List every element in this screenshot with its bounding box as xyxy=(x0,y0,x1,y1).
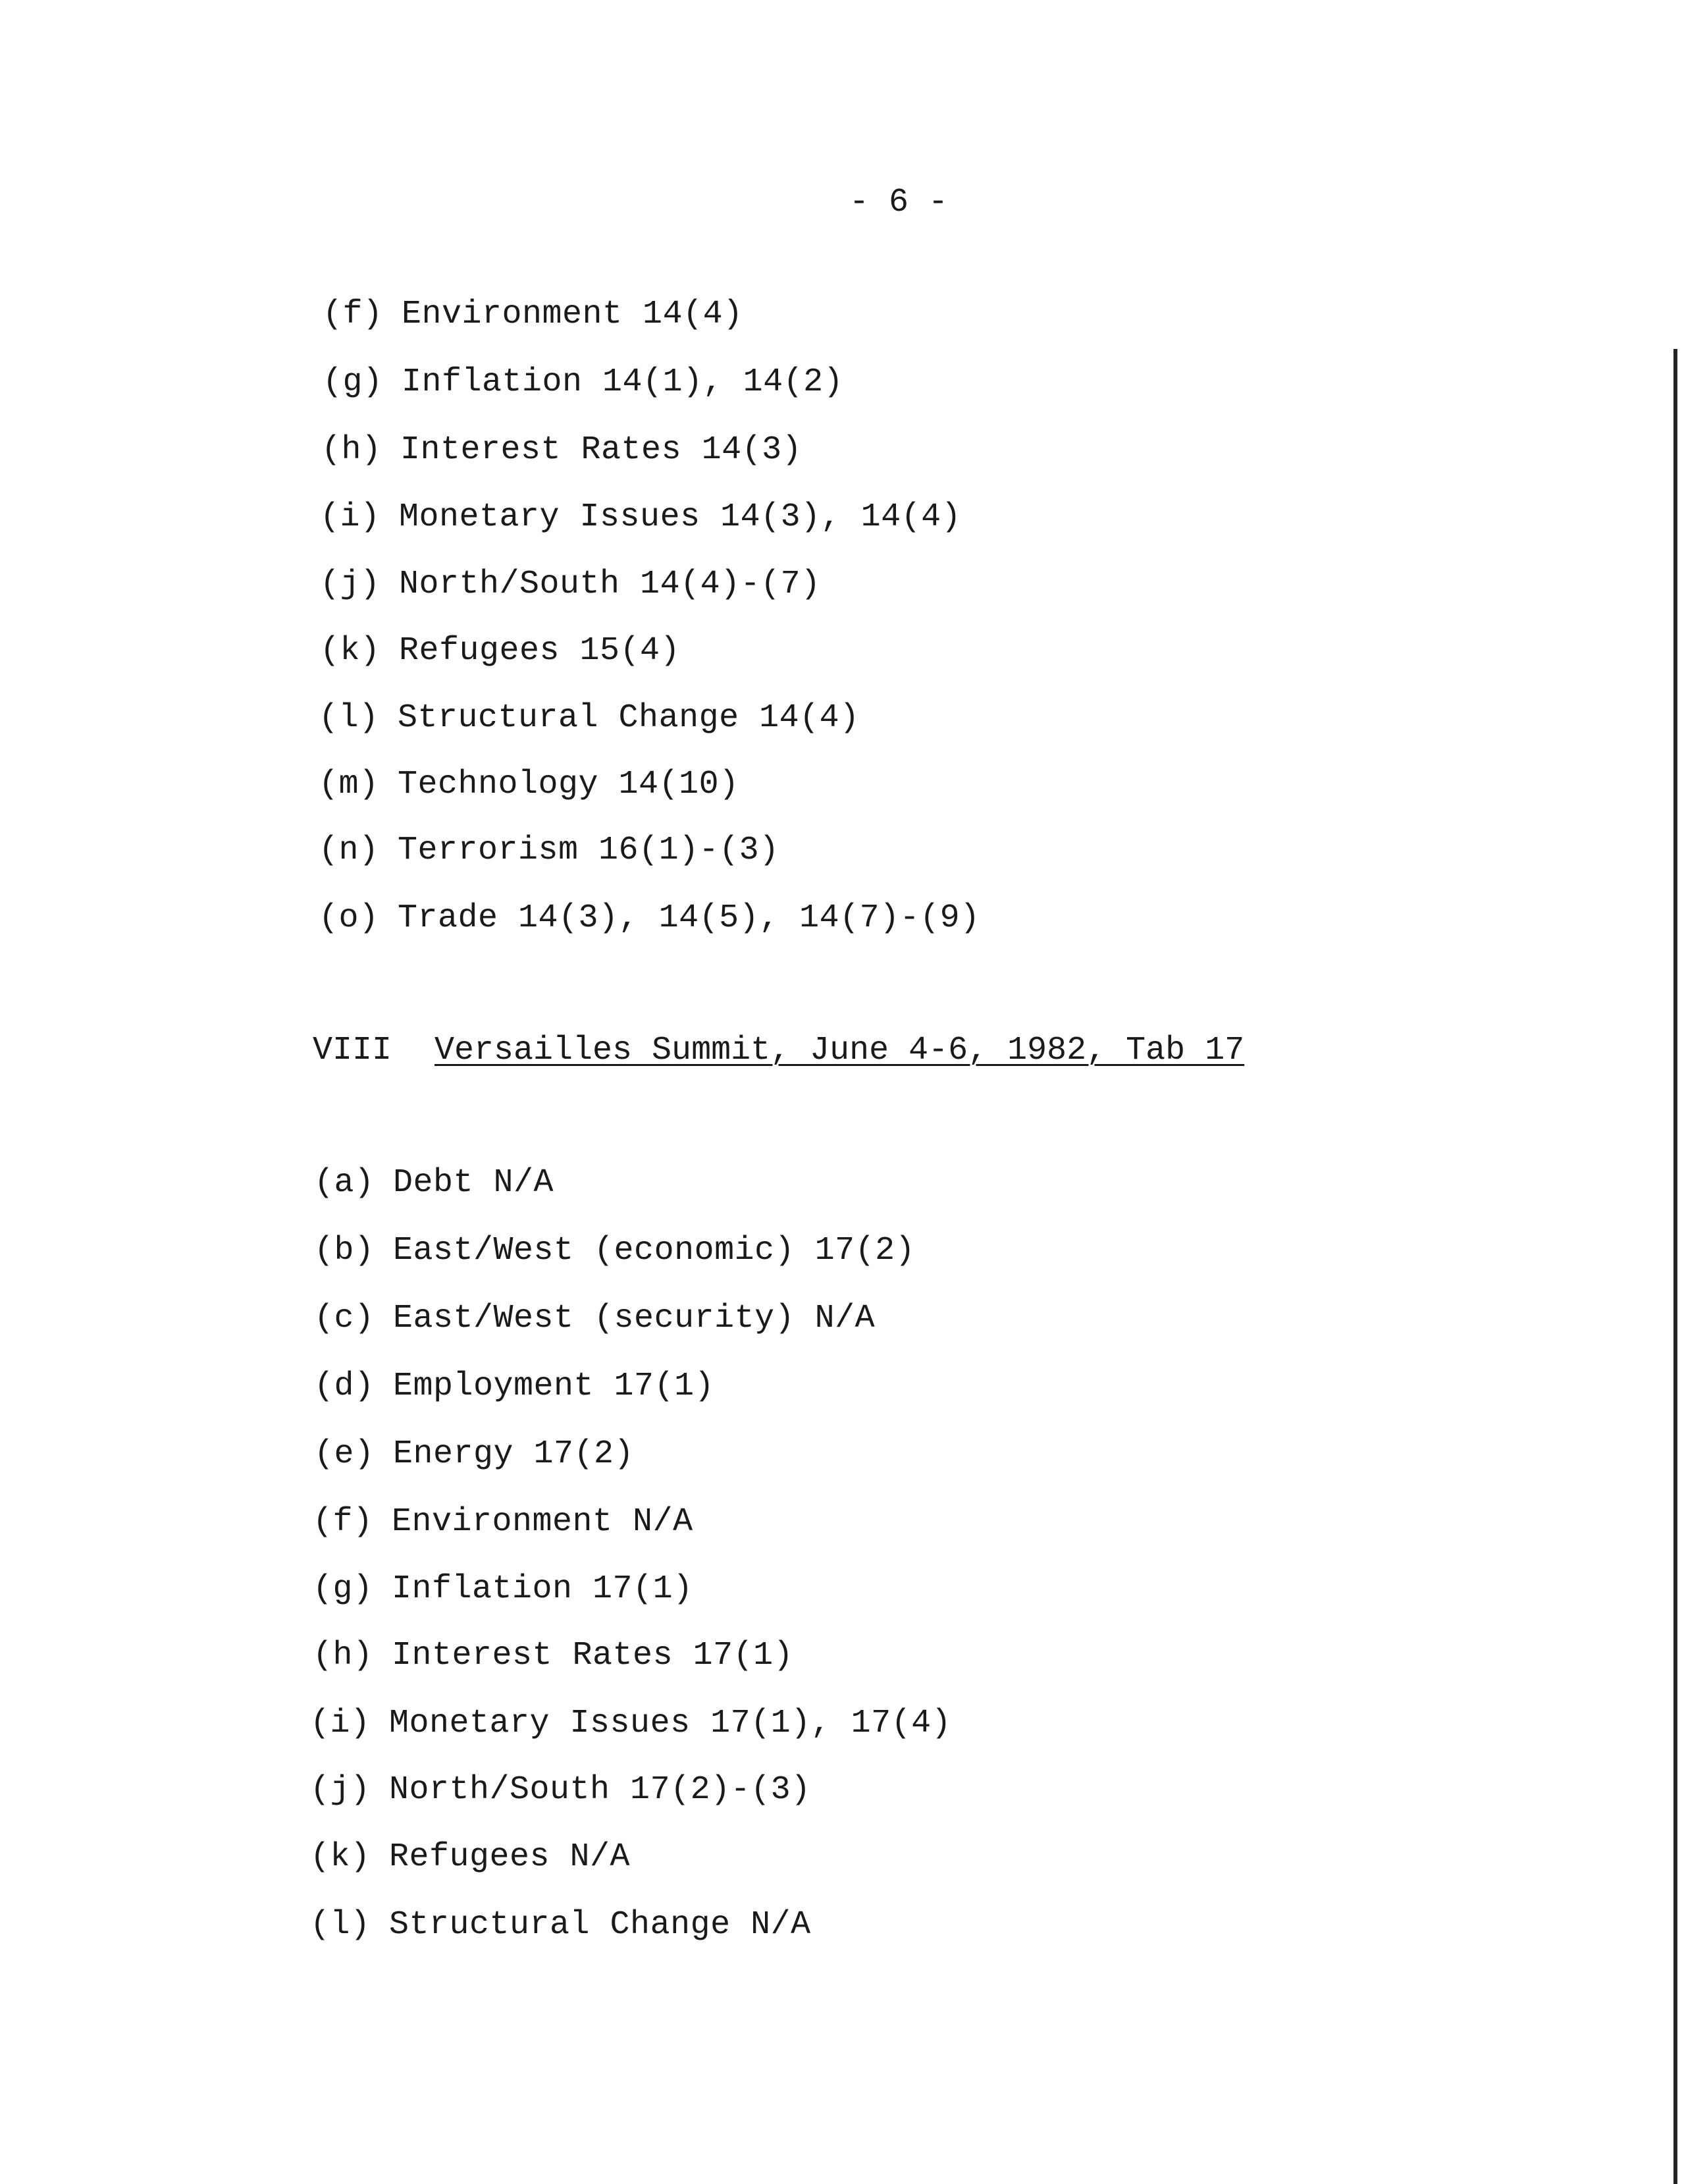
item-marker: (h) xyxy=(321,431,382,469)
item-text: Trade 14(3), 14(5), 14(7)-(9) xyxy=(398,899,980,937)
section-title: Versailles Summit, June 4-6, 1982, Tab 17 xyxy=(434,1032,1245,1069)
list-item xyxy=(319,899,980,938)
item-text: Environment 14(4) xyxy=(402,296,743,333)
list-item xyxy=(313,1636,793,1676)
item-marker: (c) xyxy=(314,1300,375,1337)
item-text: North/South 14(4)-(7) xyxy=(399,566,821,603)
list-item xyxy=(310,1704,951,1744)
item-marker: (o) xyxy=(319,899,379,937)
item-text: Interest Rates 14(3) xyxy=(400,431,803,469)
list-item xyxy=(320,631,680,671)
item-marker: (n) xyxy=(319,832,379,869)
item-text: East/West (economic) 17(2) xyxy=(393,1232,916,1269)
item-text: Employment 17(1) xyxy=(393,1368,715,1405)
item-text: Energy 17(2) xyxy=(393,1435,635,1473)
item-marker: (g) xyxy=(323,363,383,401)
item-text: Monetary Issues 17(1), 17(4) xyxy=(389,1705,952,1742)
item-text: Terrorism 16(1)-(3) xyxy=(398,832,779,869)
item-text: Refugees 15(4) xyxy=(399,632,681,670)
item-text: Debt N/A xyxy=(393,1164,554,1202)
list-item xyxy=(313,1570,693,1609)
list-item xyxy=(319,699,860,738)
item-text: Inflation 14(1), 14(2) xyxy=(402,363,844,401)
list-item xyxy=(323,295,743,334)
list-item xyxy=(314,1299,875,1339)
item-marker: (h) xyxy=(313,1637,373,1674)
list-item xyxy=(310,1838,630,1877)
item-text: Environment N/A xyxy=(392,1503,693,1541)
list-item xyxy=(321,431,802,470)
list-item xyxy=(313,1503,693,1542)
item-text: Interest Rates 17(1) xyxy=(392,1637,794,1674)
item-marker: (k) xyxy=(310,1838,371,1876)
item-marker: (l) xyxy=(319,699,379,737)
list-item xyxy=(314,1231,915,1271)
item-text: Monetary Issues 14(3), 14(4) xyxy=(399,498,962,536)
item-marker: (g) xyxy=(313,1570,373,1608)
item-marker: (f) xyxy=(323,296,383,333)
section-heading xyxy=(313,1031,1244,1071)
item-marker: (e) xyxy=(314,1435,375,1473)
item-text: North/South 17(2)-(3) xyxy=(389,1771,811,1809)
item-text: East/West (security) N/A xyxy=(393,1300,876,1337)
section-numeral: VIII xyxy=(313,1032,392,1069)
list-item xyxy=(323,363,843,402)
item-marker: (j) xyxy=(310,1771,371,1809)
item-marker: (k) xyxy=(320,632,381,670)
list-item xyxy=(310,1905,811,1945)
item-marker: (i) xyxy=(310,1705,371,1742)
item-marker: (m) xyxy=(319,766,379,803)
item-marker: (b) xyxy=(314,1232,375,1269)
item-text: Technology 14(10) xyxy=(398,766,739,803)
item-marker: (l) xyxy=(310,1906,371,1944)
list-item xyxy=(319,831,779,870)
item-marker: (a) xyxy=(314,1164,375,1202)
item-marker: (d) xyxy=(314,1368,375,1405)
item-text: Structural Change 14(4) xyxy=(398,699,860,737)
item-marker: (f) xyxy=(313,1503,373,1541)
list-item xyxy=(320,498,961,537)
page-number: - 6 - xyxy=(849,184,949,221)
list-item xyxy=(314,1163,554,1203)
item-text: Inflation 17(1) xyxy=(392,1570,693,1608)
list-item xyxy=(314,1435,634,1474)
item-marker: (j) xyxy=(320,566,381,603)
list-item xyxy=(319,765,739,805)
item-text: Structural Change N/A xyxy=(389,1906,811,1944)
page-edge-line xyxy=(1673,349,1677,2184)
item-marker: (i) xyxy=(320,498,381,536)
list-item xyxy=(314,1367,714,1406)
list-item xyxy=(320,565,821,604)
item-text: Refugees N/A xyxy=(389,1838,631,1876)
list-item xyxy=(310,1771,811,1810)
